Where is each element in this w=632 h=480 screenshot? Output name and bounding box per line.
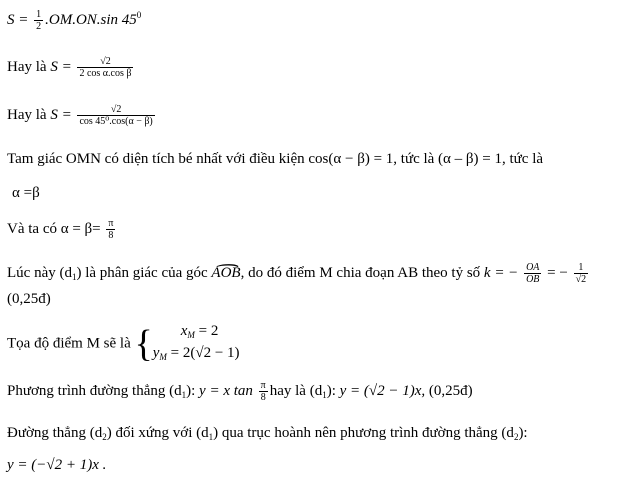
area-fraction-3: $\frac{√2}{\text{cos 45⁰.cos(α − β)}}$ <box>79 104 153 127</box>
area-formula-lhs: S = <box>7 12 33 28</box>
line-d2-statement: Đường thẳng $(d_2)$ đối xứng với $(d_1)$ qua trục hoành nên phương trình đường thẳng $(d_2)$: <box>7 425 528 442</box>
coordinate-system <box>153 322 240 366</box>
alpha-beta-value: Và ta có α = β= $\frac{\pi}{8}$ <box>7 218 114 241</box>
area-fraction-2: $\frac{√2}{\text{2 cos α.cos β}}$ <box>79 56 132 79</box>
min-area-condition: Tam giác OMN có diện tích bé nhất với điều kiện cos(α − β) = 1, tức là (α – β) = 1, tức là <box>7 151 544 167</box>
area-formula <box>7 6 141 32</box>
hay-la-label: Hay là <box>7 58 51 75</box>
half-fraction: $\frac{1}{2}$ <box>36 9 42 33</box>
line-d2-equation: y = (−√2 + 1)x . <box>7 457 107 473</box>
one-over-root2-fraction: $\frac{1}{√2}$ <box>575 262 587 285</box>
x-coordinate: $x_M = 2$ <box>180 323 219 340</box>
y-coordinate: $y_M = 2(√2 - 1)$ <box>152 345 240 362</box>
point-m-coordinates: Tọa độ điểm M sẽ là { $x_M = 2$ $y_M = 2(√2 - 1)$ <box>7 323 240 365</box>
oa-ob-fraction: $\frac{OA}{OB}$ <box>526 262 540 285</box>
area-formula-rhs: .OM.ON.sin 45 <box>45 12 137 28</box>
system-brace: { <box>134 323 153 365</box>
pi-over-8-fraction: $\frac{\pi}{8}$ <box>108 218 114 241</box>
area-formula-3: Hay là S = $\frac{√2}{\text{cos 45⁰.cos(α − β)}}$ <box>7 104 153 127</box>
bisector-statement: Lúc này $(d_1)$ là phân giác của góc ⌢ AOB, do đó điểm M chia đoạn AB theo tỷ số k = − $\frac{OA}{OB}$ = − $\frac{1}{√2}$ <box>7 262 590 286</box>
area-formula-2: Hay là S = $\frac{√2}{\text{2 cos α.cos β}}$ <box>7 56 132 79</box>
line-d1-equation: Phương trình đường thẳng $(d_1)$: y = x tan $\frac{\pi}{8}$ hay là $(d_1)$: y = (√2 − 1)x, (0,25đ) <box>7 380 473 403</box>
pi-over-8-fraction: $\frac{\pi}{8}$ <box>260 380 266 403</box>
hay-la-label: Hay là <box>7 106 51 123</box>
score-note: (0,25đ) <box>7 291 51 307</box>
alpha-equals-beta: α =β <box>12 185 40 201</box>
degree-sup: 0 <box>136 10 142 20</box>
angle-aob: ⌢ AOB <box>211 264 240 282</box>
